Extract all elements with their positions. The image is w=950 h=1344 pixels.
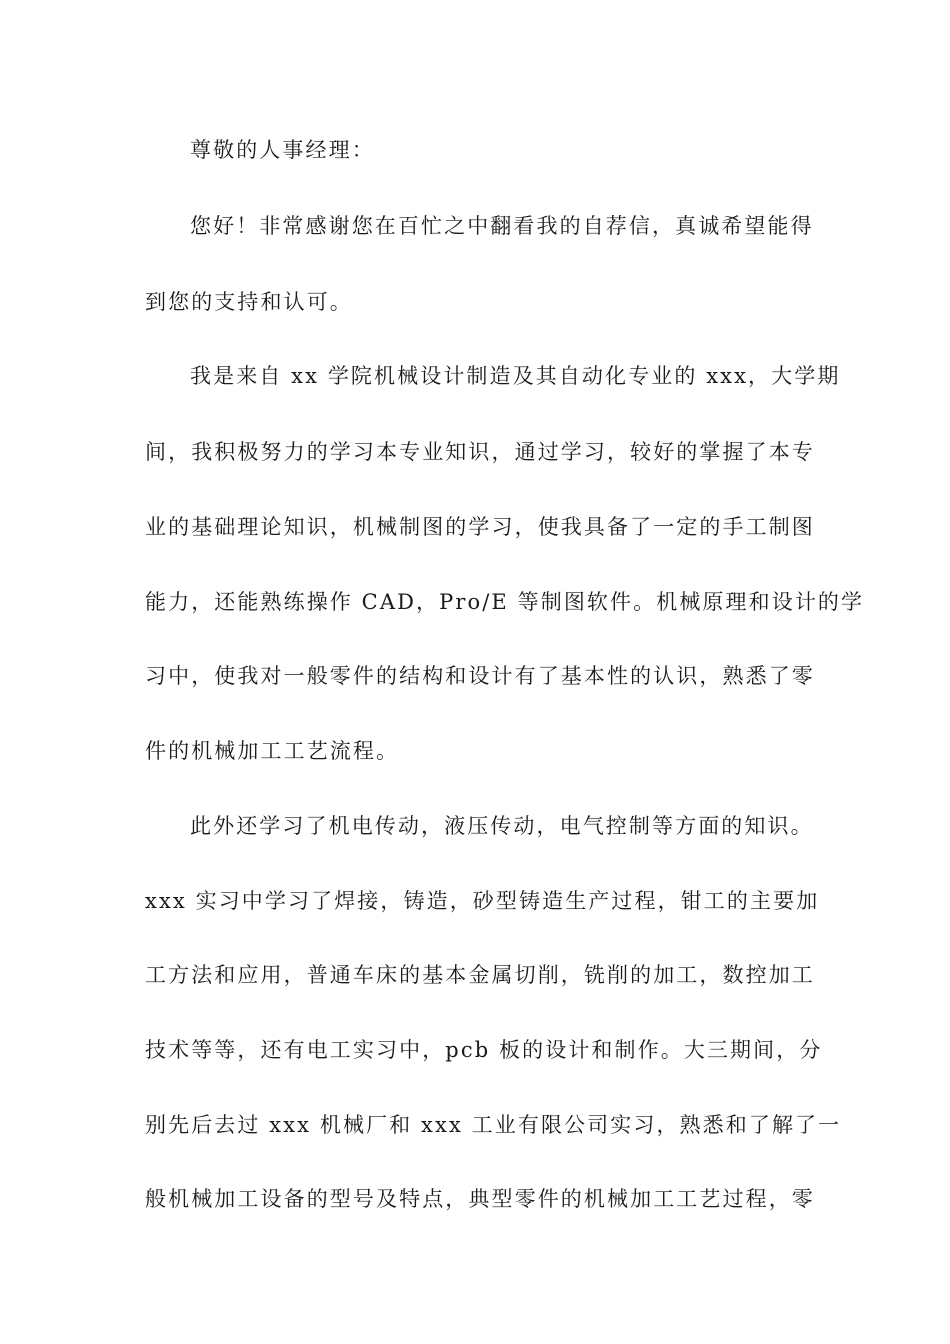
paragraph-line: 您好！非常感谢您在百忙之中翻看我的自荐信，真诚希望能得 (190, 214, 814, 238)
paragraph-line: 技术等等，还有电工实习中，pcb 板的设计和制作。大三期间，分 (145, 1038, 823, 1062)
paragraph-line: 件的机械加工工艺流程。 (145, 739, 400, 763)
paragraph-line: 我是来自 xx 学院机械设计制造及其自动化专业的 xxx，大学期 (190, 364, 841, 388)
paragraph-line: 间，我积极努力的学习本专业知识，通过学习，较好的掌握了本专 (145, 440, 815, 464)
paragraph-line: 工方法和应用，普通车床的基本金属切削，铣削的加工，数控加工 (145, 963, 815, 987)
salutation: 尊敬的人事经理： (190, 138, 375, 162)
paragraph-line: 能力，还能熟练操作 CAD，Pro/E 等制图软件。机械原理和设计的学 (145, 590, 865, 614)
paragraph-line: 到您的支持和认可。 (145, 290, 353, 314)
paragraph-line: 般机械加工设备的型号及特点，典型零件的机械加工工艺过程，零 (145, 1187, 815, 1211)
paragraph-line: xxx 实习中学习了焊接，铸造，砂型铸造生产过程，钳工的主要加 (145, 889, 820, 913)
paragraph-line: 习中，使我对一般零件的结构和设计有了基本性的认识，熟悉了零 (145, 664, 815, 688)
paragraph-line: 此外还学习了机电传动，液压传动，电气控制等方面的知识。 (190, 814, 814, 838)
paragraph-line: 别先后去过 xxx 机械厂和 xxx 工业有限公司实习，熟悉和了解了一 (145, 1113, 842, 1137)
paragraph-line: 业的基础理论知识，机械制图的学习，使我具备了一定的手工制图 (145, 515, 815, 539)
